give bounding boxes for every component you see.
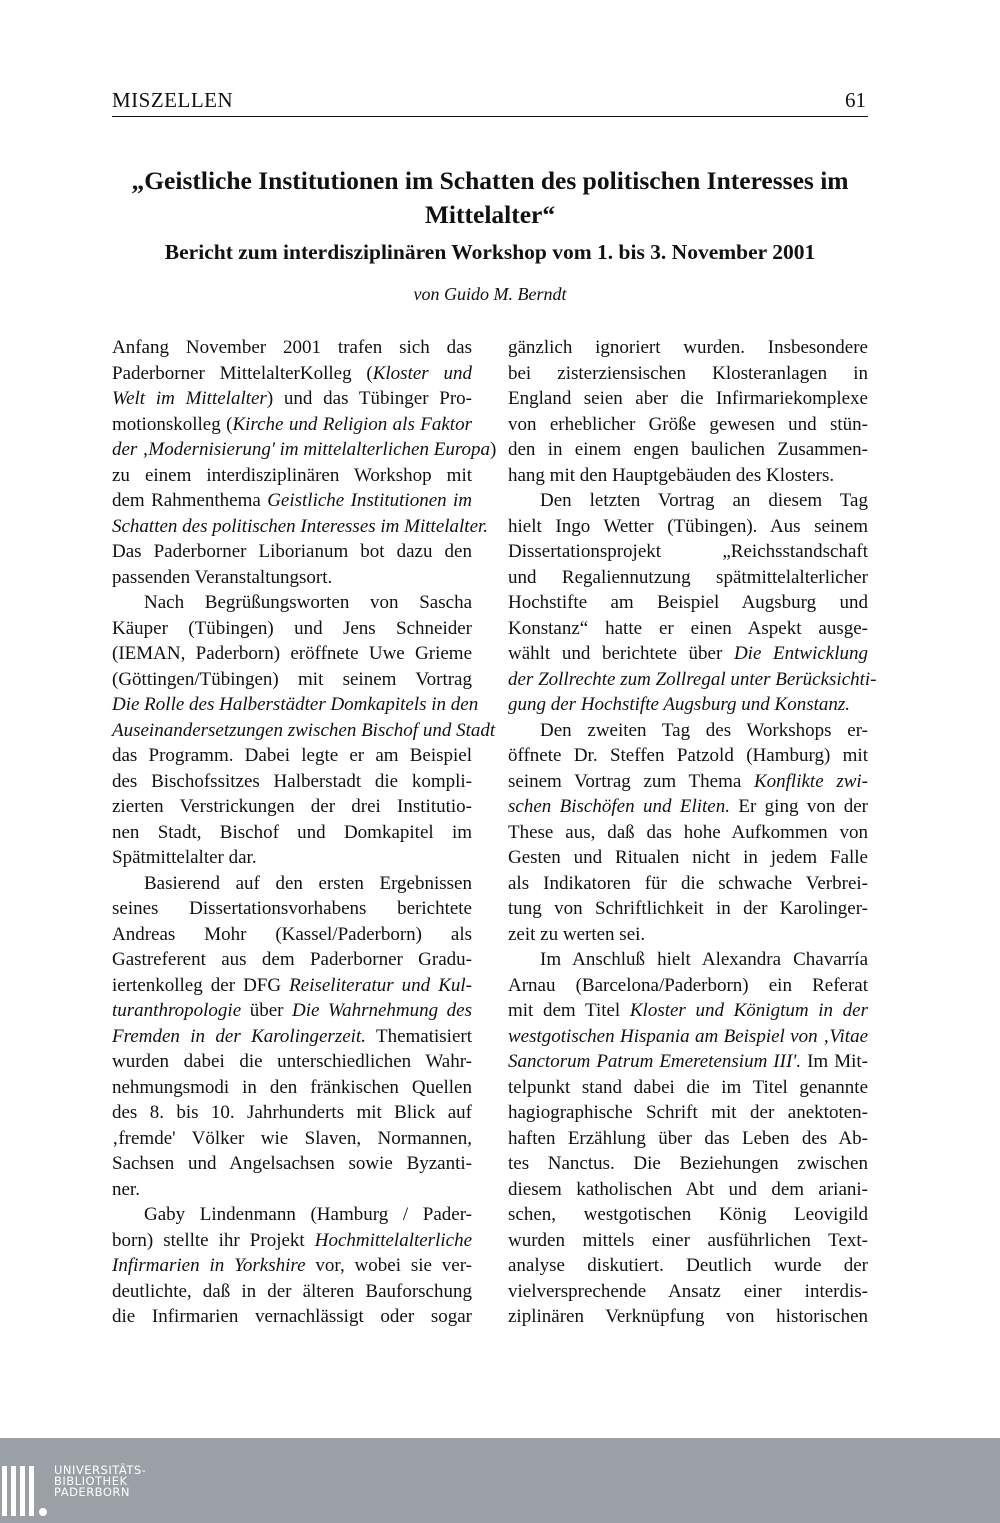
italic-text: der ‚Modernisierung' im mittelalterlichen Europa [112, 439, 491, 460]
text-run: ziplinären Verknüpfung von historischen [508, 1306, 868, 1327]
text-line [112, 437, 497, 463]
text-run: Hochstifte am Beispiel Augsburg und [508, 592, 868, 613]
text-line [508, 1100, 868, 1126]
italic-text: Fremden in der Karolingerzeit. [112, 1025, 366, 1047]
text-line [112, 641, 472, 667]
text-line [508, 1126, 868, 1152]
text-line [112, 922, 472, 948]
text-run: Gaby Lindenmann (Hamburg / Pader- [144, 1204, 472, 1225]
text-line [112, 1151, 472, 1177]
article-title-line-2: Mittelalter“ [424, 200, 556, 229]
library-logo-text [54, 1465, 146, 1498]
text-line [112, 1304, 472, 1330]
text-run: Den letzten Vortrag an diesem Tag [540, 490, 868, 511]
italic-text: Die Entwicklung [733, 643, 868, 664]
italic-text: gung der Hochstifte Augsburg und Konstanz. [508, 694, 851, 715]
text-run: Spätmittelalter dar. [112, 847, 257, 868]
text-line [112, 1075, 472, 1101]
text-run: Im Mit- [801, 1051, 868, 1072]
text-run: zierten Verstrickungen der drei Institutio- [112, 796, 472, 817]
text-run: nen Stadt, Bischof und Domkapitel im [112, 821, 472, 843]
text-run: schen, westgotischen König Leovigild [508, 1204, 868, 1225]
text-line [508, 590, 868, 616]
text-line [112, 947, 472, 973]
text-line [508, 794, 868, 820]
text-run: born) stellte ihr Projekt [112, 1229, 315, 1251]
text-run: tes Nanctus. Die Beziehungen zwischen [508, 1153, 868, 1174]
article-title-line-1: „Geistliche Institutionen im Schatten des politischen Interesses im [131, 166, 849, 195]
text-line [508, 1304, 868, 1330]
text-line [508, 769, 868, 795]
text-run: Paderborner MittelalterKolleg ( [112, 362, 373, 384]
text-run: Nach Begrüßungsworten von Sascha [144, 592, 472, 613]
text-line [508, 641, 868, 667]
text-run: das Programm. Dabei legte er am Beispiel [112, 745, 472, 766]
text-run: England seien aber die Infirmariekomplexe [508, 388, 868, 409]
italic-text: Auseinandersetzungen zwischen Bischof und Stadt [112, 719, 496, 741]
text-line [508, 1279, 868, 1305]
text-run: wählt und berichtete über [508, 643, 734, 664]
text-line [508, 1151, 868, 1177]
text-run: Gesten und Ritualen nicht in jedem Falle [508, 847, 868, 868]
text-run: tung von Schriftlichkeit in der Karolinger- [508, 898, 868, 919]
text-line [112, 667, 472, 693]
text-run: ) und das Tübinger Pro- [266, 388, 472, 409]
text-line [112, 1126, 472, 1152]
italic-text: Geistliche Institutionen im [267, 490, 472, 511]
text-line [508, 1024, 868, 1050]
text-run: Im Anschluß hielt Alexandra Chavarría [540, 949, 868, 970]
text-line [508, 463, 868, 489]
text-line [112, 463, 472, 489]
text-run: öffnete Dr. Steffen Patzold (Hamburg) mit [508, 745, 868, 766]
text-line [112, 1202, 472, 1228]
text-line [112, 820, 472, 846]
text-run: vor, wobei sie ver- [305, 1255, 472, 1276]
text-line [112, 539, 472, 565]
text-run: über [241, 1000, 292, 1021]
italic-text: Schatten des politischen Interesses im Mittelalter. [112, 515, 489, 537]
text-line [112, 1177, 472, 1203]
text-run: zeit zu werten sei. [508, 923, 646, 945]
text-line [508, 896, 868, 922]
author-byline: von Guido M. Berndt [413, 284, 567, 304]
text-run: hielt Ingo Wetter (Tübingen). Aus seinem [508, 515, 868, 537]
italic-text: Hochmittelalterliche [314, 1229, 472, 1251]
text-line [112, 718, 496, 744]
text-line [112, 998, 472, 1024]
italic-text: Infirmarien in Yorkshire [112, 1255, 306, 1276]
section-title: MISZELLEN [112, 88, 234, 112]
text-run: Gastreferent aus dem Paderborner Gradu- [112, 949, 472, 970]
running-header [112, 86, 868, 117]
text-run: von erheblicher Größe gewesen und stün- [508, 413, 868, 435]
text-line [508, 1253, 868, 1279]
text-line [112, 1049, 472, 1075]
text-run: zu einem interdisziplinären Workshop mit [112, 464, 472, 486]
article-subtitle: Bericht zum interdisziplinären Workshop vom 1. bis 3. November 2001 [164, 240, 816, 264]
text-line [508, 1049, 868, 1075]
text-line [508, 361, 868, 387]
text-run: telpunkt stand dabei die im Titel genannte [508, 1076, 868, 1098]
text-line [112, 769, 472, 795]
text-line [508, 412, 868, 438]
right-column [508, 335, 877, 1330]
italic-text: Kloster und [372, 362, 472, 384]
text-run: Sachsen und Angelsachsen sowie Byzanti- [112, 1153, 472, 1174]
text-run: Käuper (Tübingen) und Jens Schneider [112, 617, 472, 639]
text-line [508, 998, 868, 1024]
italic-text: Kloster und Königtum in der [629, 1000, 868, 1021]
text-line [508, 386, 868, 412]
text-line [508, 845, 868, 871]
text-run: Anfang November 2001 trafen sich das [112, 337, 472, 358]
text-run: haften Erzählung über das Leben des Ab- [508, 1127, 868, 1149]
text-run: passenden Veranstaltungsort. [112, 566, 333, 588]
text-line [112, 1279, 472, 1305]
italic-text: Die Wahrnehmung des [292, 1000, 472, 1021]
text-line [112, 335, 472, 361]
text-run: diesem katholischen Abt und dem ariani- [508, 1178, 868, 1200]
logo-line: UNIVERSITÄTS- [54, 1463, 147, 1477]
italic-text: Konflikte zwi- [753, 770, 868, 792]
italic-text: Sanctorum Patrum Emeretensium III'. [508, 1051, 802, 1072]
library-logo-bars-icon [2, 1466, 46, 1516]
text-run: ) [490, 439, 497, 460]
left-column [112, 335, 497, 1330]
text-line [508, 437, 868, 463]
text-line [508, 1075, 868, 1101]
text-run: Arnau (Barcelona/Paderborn) ein Referat [508, 974, 868, 996]
text-line [508, 539, 868, 565]
text-run: des Bischofssitzes Halberstadt die kompli- [112, 770, 472, 792]
text-run: dem Rahmenthema [112, 490, 268, 511]
text-run: hagiographische Schrift mit der anektoten- [508, 1102, 868, 1123]
text-line [508, 1177, 868, 1203]
italic-text: turanthropologie [112, 1000, 242, 1021]
text-run: Thematisiert [365, 1025, 472, 1047]
text-run: Dissertationsprojekt „Reichsstandschaft [508, 541, 868, 562]
text-run: ner. [112, 1178, 140, 1200]
text-run: hang mit den Hauptgebäuden des Klosters. [508, 464, 835, 486]
text-line [508, 973, 868, 999]
text-line [508, 488, 868, 514]
text-line [508, 1202, 868, 1228]
text-run: Andreas Mohr (Kassel/Paderborn) als [112, 923, 472, 945]
text-run: (Göttingen/Tübingen) mit seinem Vortrag [112, 668, 472, 690]
text-line [112, 1100, 472, 1126]
text-line [112, 1228, 472, 1254]
text-run: analyse diskutiert. Deutlich wurde der [508, 1255, 868, 1276]
italic-text: Welt im Mittelalter [112, 388, 267, 409]
text-line [508, 743, 868, 769]
text-line [112, 794, 472, 820]
italic-text: schen Bischöfen und Eliten. [508, 796, 730, 817]
text-run: wurden dabei die unterschiedlichen Wahr- [112, 1051, 472, 1072]
text-line [112, 386, 472, 412]
text-line [112, 692, 479, 718]
text-line [112, 590, 472, 616]
text-run: Er ging von der [729, 796, 868, 817]
text-line [112, 896, 472, 922]
text-line [112, 488, 472, 514]
text-line [112, 973, 472, 999]
text-line [508, 565, 868, 591]
text-line [112, 514, 489, 540]
logo-line: PADERBORN [54, 1485, 131, 1499]
text-run: These aus, daß das hohe Aufkommen von [508, 821, 868, 843]
text-run: Den zweiten Tag des Workshops er- [540, 719, 868, 741]
italic-text: westgotischen Hispania am Beispiel von ‚Vitae [508, 1025, 868, 1047]
text-run: (IEMAN, Paderborn) eröffnete Uwe Grieme [112, 643, 472, 664]
logo-line: BIBLIOTHEK [54, 1474, 128, 1488]
text-line [508, 514, 868, 540]
text-run: als Indikatoren für die schwache Verbrei- [508, 872, 868, 894]
text-run: iertenkolleg der DFG [112, 974, 290, 996]
text-run: wurden mittels einer ausführlichen Text- [508, 1229, 868, 1251]
text-run: bei zisterziensischen Klosteranlagen in [508, 362, 868, 384]
library-footer [0, 1438, 1000, 1523]
text-run: seines Dissertationsvorhabens berichtete [112, 898, 472, 919]
text-run: mit dem Titel [508, 1000, 630, 1021]
text-line [508, 820, 868, 846]
text-line [112, 565, 472, 591]
text-run: Das Paderborner Liborianum bot dazu den [112, 541, 472, 562]
text-run: und Regaliennutzung spätmittelalterlicher [508, 566, 868, 588]
text-line [508, 871, 868, 897]
text-line [112, 1253, 472, 1279]
text-run: motionskolleg ( [112, 413, 233, 435]
text-run: nehmungsmodi in den fränkischen Quellen [112, 1076, 472, 1098]
text-run: seinem Vortrag zum Thema [508, 770, 754, 792]
italic-text: Kirche und Religion als Faktor [232, 413, 472, 435]
text-line [508, 718, 868, 744]
text-run: ‚fremde' Völker wie Slaven, Normannen, [112, 1127, 472, 1149]
text-line [508, 947, 868, 973]
italic-text: Die Rolle des Halberstädter Domkapitels in den [112, 694, 479, 715]
text-run: Basierend auf den ersten Ergebnissen [144, 872, 472, 894]
text-line [112, 361, 472, 387]
text-run: vielversprechende Ansatz einer interdis- [508, 1280, 868, 1302]
text-line [508, 616, 868, 642]
text-line [112, 845, 472, 871]
text-run: den in einem engen baulichen Zusammen- [508, 439, 868, 460]
text-line [508, 335, 868, 361]
text-run: Konstanz“ hatte er einen Aspekt ausge- [508, 617, 868, 639]
text-line [508, 692, 868, 718]
text-line [112, 743, 472, 769]
text-run: die Infirmarien vernachlässigt oder sogar [112, 1306, 472, 1327]
italic-text: der Zollrechte zum Zollregal unter Berücksichti- [508, 668, 877, 690]
text-line [112, 412, 472, 438]
text-run: des 8. bis 10. Jahrhunderts mit Blick auf [112, 1102, 472, 1123]
text-line [112, 871, 472, 897]
text-run: gänzlich ignoriert wurden. Insbesondere [508, 337, 868, 358]
text-line [508, 922, 868, 948]
text-line [508, 1228, 868, 1254]
italic-text: Reiseliteratur und Kul- [289, 974, 473, 996]
text-line [112, 1024, 472, 1050]
text-run: deutlichte, daß in der älteren Bauforschung [112, 1280, 472, 1302]
page-number: 61 [845, 88, 866, 112]
text-line [112, 616, 472, 642]
article-title [112, 164, 868, 232]
text-line [508, 667, 877, 693]
